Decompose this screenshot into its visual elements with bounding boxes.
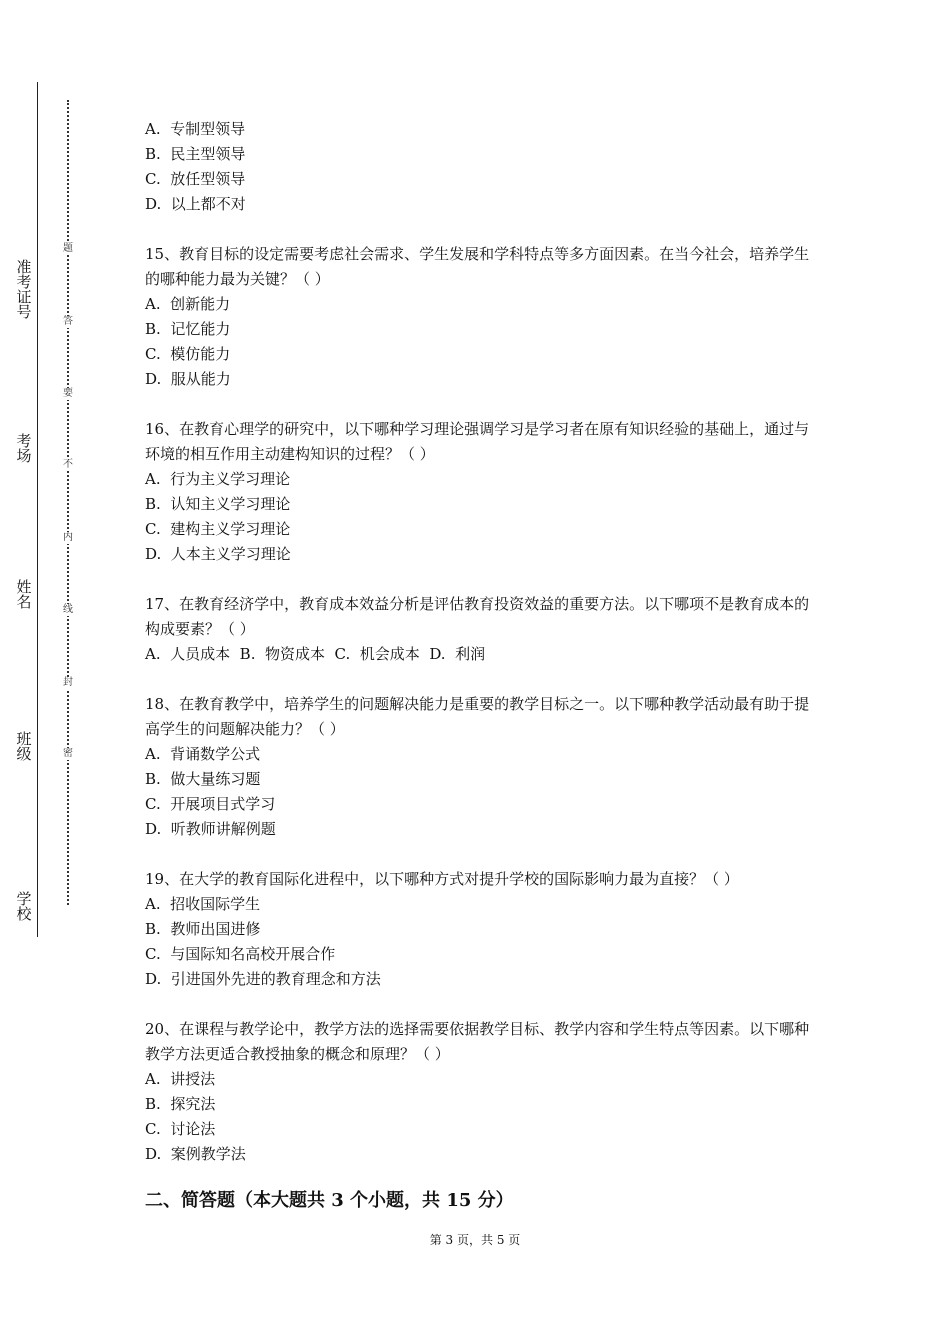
q18-stem: 18、在教育教学中，培养学生的问题解决能力是重要的教学目标之一。以下哪种教学活动最有助于提高学生的问题解决能力？（ ） <box>145 695 810 738</box>
q14-option-d: D. 以上都不对 <box>145 195 246 213</box>
q16-option-a: A. 行为主义学习理论 <box>145 470 291 488</box>
seal-word: 封 <box>63 677 73 688</box>
q19-option-b: B. 教师出国进修 <box>145 920 261 938</box>
q14-option-c: C. 放任型领导 <box>145 170 246 188</box>
section-title: 二、简答题（本大题共 3 个小题，共 15 分） <box>145 1190 514 1211</box>
q20-option-d: D. 案例教学法 <box>145 1145 246 1163</box>
q20-option-b: B. 探究法 <box>145 1095 216 1113</box>
seal-word: 不 <box>63 459 73 470</box>
seal-dotted-line <box>67 100 69 905</box>
q18-option-d: D. 听教师讲解例题 <box>145 820 276 838</box>
q18-option-b: B. 做大量练习题 <box>145 770 261 788</box>
q19-stem: 19、在大学的教育国际化进程中，以下哪种方式对提升学校的国际影响力最为直接？（ ） <box>145 870 739 888</box>
q15-option-c: C. 模仿能力 <box>145 345 231 363</box>
seal-word: 题 <box>63 243 73 254</box>
q16-option-b: B. 认知主义学习理论 <box>145 495 291 513</box>
exam-number-label: 准考证号 <box>16 258 32 321</box>
class-label: 班级 <box>16 730 32 763</box>
q17-stem: 17、在教育经济学中，教育成本效益分析是评估教育投资效益的重要方法。以下哪项不是教育成本的构成要素？（ ） <box>145 595 810 638</box>
binding-line <box>37 82 38 937</box>
q17-options: A. 人员成本 B. 物资成本 C. 机会成本 D. 利润 <box>145 645 486 663</box>
q19-option-a: A. 招收国际学生 <box>145 895 261 913</box>
q15-option-d: D. 服从能力 <box>145 370 231 388</box>
school-label: 学校 <box>16 890 32 923</box>
seal-word: 要 <box>63 388 73 399</box>
q20-option-c: C. 讨论法 <box>145 1120 216 1138</box>
exam-room-label: 考场 <box>16 432 32 465</box>
seal-word: 密 <box>63 748 73 759</box>
q15-option-a: A. 创新能力 <box>145 295 231 313</box>
q16-stem: 16、在教育心理学的研究中，以下哪种学习理论强调学习是学习者在原有知识经验的基础上，通过与环境的相互作用主动建构知识的过程？（ ） <box>145 420 810 463</box>
q16-option-c: C. 建构主义学习理论 <box>145 520 291 538</box>
q14-option-b: B. 民主型领导 <box>145 145 246 163</box>
exam-content <box>145 117 815 1167</box>
q18-option-c: C. 开展项目式学习 <box>145 795 276 813</box>
q15-stem: 15、教育目标的设定需要考虑社会需求、学生发展和学科特点等多方面因素。在当今社会，培养学生的哪种能力最为关键？（ ） <box>145 245 810 288</box>
q16-option-d: D. 人本主义学习理论 <box>145 545 291 563</box>
seal-word: 内 <box>63 532 73 543</box>
q14-option-a: A. 专制型领导 <box>145 120 246 138</box>
name-label: 姓名 <box>16 578 32 611</box>
q19-option-d: D. 引进国外先进的教育理念和方法 <box>145 970 381 988</box>
q20-option-a: A. 讲授法 <box>145 1070 216 1088</box>
q15-option-b: B. 记忆能力 <box>145 320 231 338</box>
page-footer: 第 3 页，共 5 页 <box>429 1233 521 1247</box>
q20-stem: 20、在课程与教学论中，教学方法的选择需要依据教学目标、教学内容和学生特点等因素。以下哪种教学方法更适合教授抽象的概念和原理？（ ） <box>145 1020 810 1063</box>
q18-option-a: A. 背诵数学公式 <box>145 745 261 763</box>
q19-option-c: C. 与国际知名高校开展合作 <box>145 945 336 963</box>
seal-word: 答 <box>63 316 73 327</box>
seal-word: 线 <box>63 604 73 615</box>
